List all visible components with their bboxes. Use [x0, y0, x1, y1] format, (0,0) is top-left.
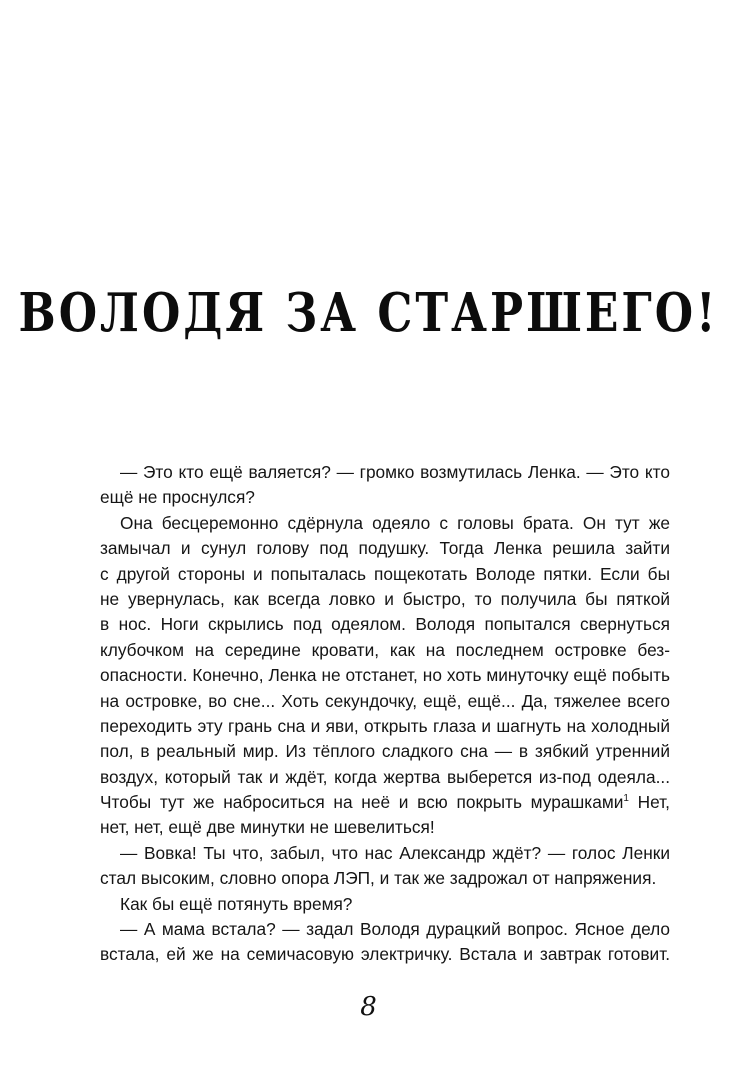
text-line: не увернулась, как всегда ловко и быстро, то получила бы пяткой [100, 588, 670, 609]
text-line-with-footnote [100, 790, 670, 815]
text-line: в нос. Ноги скрылись под одеялом. Володя попытался свернуться [100, 614, 670, 635]
text-line: переходить эту грань сна и яви, открыть глаза и шагнуть на холодный [100, 715, 670, 736]
page-number: 8 [360, 992, 377, 1022]
text-line: на островке, во сне... Хоть секундочку, ещё, ещё... Да, тяжелее всего [100, 690, 670, 711]
chapter-title: ВОЛОДЯ ЗА СТАРШЕГО! [18, 282, 719, 345]
text-line: — Это кто ещё валяется? — громко возмутилась Ленка. — Это кто [120, 462, 670, 482]
text-line-main: Чтобы тут же наброситься на неё и всю покрыть мурашками [100, 792, 624, 813]
text-line: стал высоким, словно опора ЛЭП, и так же задрожал от напряжения. [100, 868, 657, 889]
body-text [100, 460, 670, 968]
text-line-tail: Нет, [628, 792, 670, 813]
text-line: воздух, который так и ждёт, когда жертва выберется из-под одеяла... [100, 766, 670, 787]
text-line: ещё не проснулся? [100, 487, 255, 508]
text-line: — Вовка! Ты что, забыл, что нас Александр ждёт? — голос Ленки [120, 842, 670, 863]
text-line: встала, ей же на семичасовую электричку. Встала и завтрак готовит. [100, 944, 670, 965]
text-line: нет, нет, ещё две минутки не шевелиться! [100, 817, 435, 838]
text-line: Как бы ещё потянуть время? [120, 893, 353, 914]
text-line: Она бесцеремонно сдёрнула одеяло с головы брата. Он тут же [120, 512, 670, 533]
text-line: клубочком на середине кровати, как на последнем островке без- [100, 639, 670, 660]
text-line: пол, в реальный мир. Из тёплого сладкого сна — в зябкий утренний [100, 741, 670, 762]
footnote-marker: 1 [623, 793, 629, 805]
text-line: — А мама встала? — задал Володя дурацкий вопрос. Ясное дело [120, 919, 670, 940]
text-line: опасности. Конечно, Ленка не отстанет, но хоть минуточку ещё побыть [100, 665, 670, 686]
text-line: замычал и сунул голову под подушку. Тогда Ленка решила зайти [100, 538, 670, 559]
text-line: с другой стороны и попыталась пощекотать Володе пятки. Если бы [100, 563, 670, 584]
